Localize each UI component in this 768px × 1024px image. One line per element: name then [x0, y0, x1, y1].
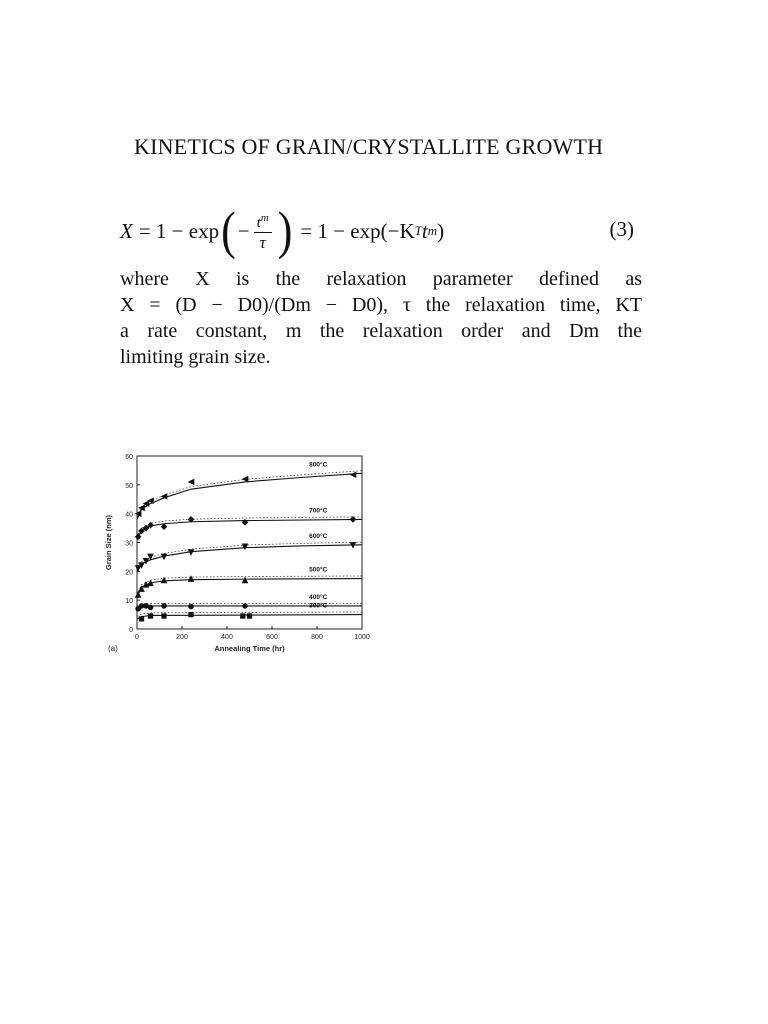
- eq-minus: −: [237, 218, 250, 243]
- data-point: [161, 603, 167, 609]
- eq-paren-open: (: [221, 201, 236, 260]
- eq-close: ): [437, 218, 445, 243]
- data-point: [188, 604, 194, 610]
- y-tick-label: 20: [125, 569, 133, 577]
- paragraph-line-2: X = (D − D0)/(Dm − D0), τ the relaxation time, KT: [120, 294, 642, 316]
- x-tick-label: 0: [135, 634, 139, 641]
- data-point: [139, 616, 144, 621]
- x-tick-label: 200: [176, 634, 188, 641]
- series-label: 700°C: [309, 507, 328, 515]
- data-point: [242, 544, 249, 551]
- paragraph-line-1: where X is the relaxation parameter defined as: [120, 268, 642, 290]
- x-tick-label: 800: [311, 634, 323, 641]
- equation-3: [120, 196, 650, 266]
- data-point: [242, 476, 249, 483]
- fit-line-dotted: [137, 471, 362, 517]
- data-point: [135, 533, 142, 540]
- data-point: [161, 577, 168, 584]
- data-point: [148, 613, 153, 618]
- x-axis-label: Annealing Time (hr): [214, 644, 285, 653]
- eq-paren-close: ): [277, 201, 293, 260]
- series-label: 800°C: [309, 461, 328, 469]
- series-label: 400°C: [309, 594, 328, 602]
- data-point: [188, 612, 193, 617]
- x-tick-label: 400: [221, 634, 233, 641]
- data-point: [350, 471, 357, 478]
- fit-line: [137, 473, 362, 519]
- data-point: [242, 603, 248, 609]
- equation-number: (3): [609, 217, 634, 241]
- data-point: [240, 613, 245, 618]
- y-tick-label: 50: [125, 482, 133, 490]
- eq-sup-m: m: [427, 223, 438, 238]
- fit-line: [137, 579, 362, 598]
- data-point: [148, 605, 154, 611]
- y-tick-label: 30: [125, 540, 133, 548]
- fit-line: [137, 545, 362, 570]
- section-title: KINETICS OF GRAIN/CRYSTALLITE GROWTH: [134, 134, 604, 159]
- eq-frac-sup: m: [260, 212, 269, 224]
- fit-line: [137, 606, 362, 609]
- data-point: [247, 613, 252, 618]
- series-label: 500°C: [309, 566, 328, 574]
- x-tick-label: 1000: [354, 634, 370, 641]
- eq-fraction: [254, 209, 272, 253]
- eq-frac-num: t: [256, 215, 261, 231]
- panel-label: (a): [108, 644, 118, 653]
- data-point: [242, 577, 249, 584]
- definition-paragraph: [120, 266, 642, 370]
- series-label: 300°C: [309, 602, 328, 610]
- data-point: [188, 575, 195, 582]
- paragraph-line-4: limiting grain size.: [120, 346, 271, 368]
- y-tick-label: 0: [129, 627, 133, 634]
- eq-sub-t: T: [414, 223, 422, 238]
- eq-exp-2: = 1 − exp(−K: [300, 218, 415, 243]
- y-tick-label: 40: [125, 511, 133, 519]
- y-tick-label: 10: [125, 598, 133, 606]
- y-tick-label: 60: [125, 454, 133, 461]
- grain-growth-chart: [100, 448, 400, 658]
- eq-exp-1: = 1 − exp: [138, 218, 220, 243]
- x-tick-label: 600: [266, 634, 278, 641]
- eq-lhs: X: [120, 218, 133, 243]
- fit-line: [137, 519, 362, 539]
- eq-t: t: [421, 218, 428, 243]
- series-label: 600°C: [309, 532, 328, 540]
- data-point: [161, 613, 166, 618]
- paragraph-line-3: a rate constant, m the relaxation order and Dm the: [120, 320, 642, 342]
- data-point: [135, 591, 142, 598]
- data-point: [188, 479, 195, 486]
- y-axis-label: Grain Size (nm): [104, 514, 113, 571]
- data-point: [242, 519, 249, 526]
- grain-growth-figure: [100, 448, 400, 658]
- eq-frac-den: τ: [259, 233, 266, 252]
